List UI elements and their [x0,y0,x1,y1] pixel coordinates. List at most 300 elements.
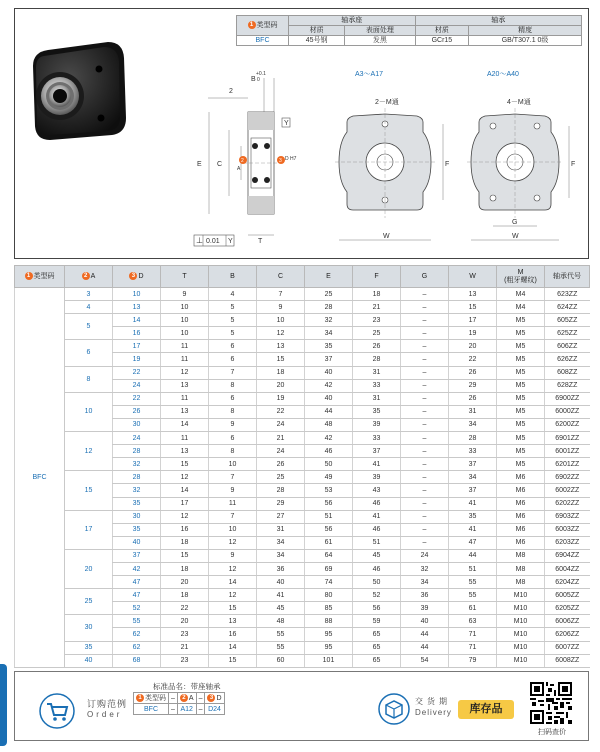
cell-c: 27 [257,510,305,523]
cell-f: 46 [353,523,401,536]
cell-a: 6 [65,340,113,366]
cell-f: 51 [353,536,401,549]
cell-d: 30 [113,418,161,431]
cell-e: 25 [305,288,353,301]
order-val-a: A12 [177,704,196,715]
cell-b: 15 [209,654,257,667]
cell-g: – [401,366,449,379]
cell-e: 40 [305,392,353,405]
cell-f: 52 [353,589,401,602]
drawing-badge-2: 2 [241,158,244,164]
cell-m: M10 [497,602,545,615]
cell-c: 24 [257,445,305,458]
cell-m: M5 [497,432,545,445]
cell-c: 9 [257,301,305,314]
cell-e: 64 [305,549,353,562]
cell-m: M4 [497,288,545,301]
product-photo [28,38,128,143]
cell-a: 4 [65,301,113,314]
cell-a: 5 [65,314,113,340]
delivery-title-en: Delivery [415,708,452,717]
cell-c: 45 [257,602,305,615]
cell-d: 37 [113,549,161,562]
cell-w: 31 [449,405,497,418]
col-g: G [401,266,449,288]
cell-t: 13 [161,405,209,418]
cell-t: 11 [161,392,209,405]
cell-g: – [401,314,449,327]
cell-g: – [401,418,449,431]
cell-t: 13 [161,445,209,458]
cell-w: 41 [449,497,497,510]
cell-m: M5 [497,418,545,431]
badge-1: 1 [248,21,256,29]
cell-m: M8 [497,576,545,589]
table-row [15,340,590,353]
cell-t: 10 [161,327,209,340]
table-row [15,641,590,654]
cell-f: 50 [353,576,401,589]
cell-t: 20 [161,615,209,628]
cell-g: – [401,340,449,353]
cell-e: 34 [305,327,353,340]
dim-f-label-1: F [445,161,450,168]
table-row [15,314,590,327]
cell-w: 79 [449,654,497,667]
col-e: E [305,266,353,288]
cell-w: 41 [449,523,497,536]
cell-g: – [401,497,449,510]
cell-bearing-code: 6204ZZ [545,576,590,589]
spec-bearing-header: 轴承 [415,16,581,26]
cell-bearing-code: 6001ZZ [545,445,590,458]
cell-e: 37 [305,353,353,366]
cell-b: 14 [209,576,257,589]
spec-bearing-precision-header: 精度 [469,26,582,36]
cell-f: 26 [353,340,401,353]
cell-w: 47 [449,536,497,549]
delivery-title: 交货期 [415,697,451,706]
table-row [15,615,590,628]
cell-e: 49 [305,471,353,484]
spec-seat-surface: 发黑 [345,36,415,46]
cell-a: 15 [65,471,113,510]
dim-w-label-2: W [512,233,519,240]
dim-c-label: C [217,161,223,168]
stock-badge: 库存品 [458,700,514,719]
cell-t: 16 [161,523,209,536]
cell-g: – [401,471,449,484]
cell-f: 31 [353,392,401,405]
cell-t: 10 [161,301,209,314]
cell-bearing-code: 6201ZZ [545,458,590,471]
cell-b: 16 [209,628,257,641]
table-row [15,471,590,484]
cell-d: 17 [113,340,161,353]
label-a3-a17: A3～A17 [355,71,384,78]
cell-b: 7 [209,366,257,379]
dim-e-label: E [197,161,202,168]
order-sep-3: – [169,704,178,715]
badge-3: 3 [207,694,215,702]
cell-a: 10 [65,392,113,431]
cell-w: 55 [449,589,497,602]
dim-y-label: Y [284,120,289,127]
cell-g: – [401,445,449,458]
side-section-view [194,71,297,246]
cell-t: 12 [161,471,209,484]
col-c: C [257,266,305,288]
cell-f: 39 [353,471,401,484]
cell-g: – [401,301,449,314]
cell-d: 40 [113,536,161,549]
cell-bearing-code: 625ZZ [545,327,590,340]
badge-2: 2 [82,272,90,280]
cell-d: 47 [113,589,161,602]
order-col-a: 2 A [177,693,196,704]
cell-e: 44 [305,405,353,418]
cell-m: M5 [497,405,545,418]
cell-g: – [401,432,449,445]
cell-f: 59 [353,615,401,628]
cell-e: 51 [305,510,353,523]
cell-e: 74 [305,576,353,589]
technical-drawings [185,60,585,258]
cell-m: M8 [497,562,545,575]
cell-m: M6 [497,523,545,536]
cell-bearing-code: 608ZZ [545,366,590,379]
cell-m: M4 [497,301,545,314]
cell-d: 30 [113,510,161,523]
cell-m: M5 [497,379,545,392]
order-sep-2: – [196,693,205,704]
cell-t: 18 [161,562,209,575]
cell-w: 37 [449,484,497,497]
cell-c: 25 [257,471,305,484]
cell-e: 56 [305,523,353,536]
cell-d: 24 [113,379,161,392]
cell-f: 31 [353,366,401,379]
cell-t: 13 [161,379,209,392]
cell-c: 20 [257,379,305,392]
cell-c: 34 [257,536,305,549]
cell-c: 55 [257,628,305,641]
cell-b: 5 [209,314,257,327]
cell-b: 6 [209,392,257,405]
cell-b: 9 [209,418,257,431]
flatness-value: 0.01 [206,238,220,245]
cell-bearing-code: 6203ZZ [545,536,590,549]
cell-b: 9 [209,484,257,497]
cell-a: 17 [65,510,113,549]
dim-dh7-label: D H7 [285,156,297,162]
cell-w: 22 [449,353,497,366]
cell-a: 25 [65,589,113,615]
cell-m: M10 [497,615,545,628]
cell-d: 32 [113,484,161,497]
cell-m: M5 [497,327,545,340]
order-sep-4: – [196,704,205,715]
cell-b: 12 [209,562,257,575]
cell-w: 55 [449,576,497,589]
cell-t: 20 [161,576,209,589]
cell-bearing-code: 605ZZ [545,314,590,327]
cell-a: 30 [65,615,113,641]
cell-e: 28 [305,301,353,314]
cell-m: M10 [497,654,545,667]
cell-a: 8 [65,366,113,392]
cell-d: 32 [113,458,161,471]
spec-bearing-material: GCr15 [415,36,469,46]
cell-t: 11 [161,353,209,366]
order-val-d: D24 [205,704,224,715]
cell-d: 19 [113,353,161,366]
cell-t: 17 [161,497,209,510]
table-body [15,288,590,668]
cell-e: 40 [305,366,353,379]
cell-bearing-code: 628ZZ [545,379,590,392]
cell-b: 11 [209,497,257,510]
cell-bearing-code: 6902ZZ [545,471,590,484]
qr-caption: 扫码查价 [538,729,566,736]
cell-b: 13 [209,615,257,628]
cell-d: 47 [113,576,161,589]
cell-f: 56 [353,602,401,615]
cell-e: 32 [305,314,353,327]
col-m: M (粗牙螺纹) [497,266,545,288]
cell-c: 28 [257,484,305,497]
cell-c: 26 [257,458,305,471]
cell-g: – [401,458,449,471]
spec-seat-material: 45号钢 [289,36,345,46]
cell-w: 63 [449,615,497,628]
cell-d: 62 [113,641,161,654]
cell-bearing-code: 606ZZ [545,340,590,353]
cell-g: – [401,392,449,405]
badge-2: 2 [180,694,188,702]
cell-f: 41 [353,458,401,471]
cell-d: 28 [113,471,161,484]
cell-d: 26 [113,405,161,418]
dim-b-tol-sup: +0.1 [256,71,266,77]
cell-c: 40 [257,576,305,589]
cell-d: 22 [113,366,161,379]
qr-code-icon[interactable] [530,682,572,724]
cell-b: 8 [209,445,257,458]
cell-g: 24 [401,549,449,562]
cell-f: 25 [353,327,401,340]
cell-e: 101 [305,654,353,667]
cell-c: 34 [257,549,305,562]
cell-b: 6 [209,340,257,353]
cell-m: M5 [497,353,545,366]
cell-f: 23 [353,314,401,327]
cell-bearing-code: 6007ZZ [545,641,590,654]
cell-w: 15 [449,301,497,314]
cell-b: 8 [209,379,257,392]
badge-1: 1 [136,694,144,702]
cell-b: 5 [209,327,257,340]
cell-f: 33 [353,379,401,392]
cell-e: 88 [305,615,353,628]
cell-f: 37 [353,445,401,458]
cell-m: M8 [497,549,545,562]
cell-w: 37 [449,458,497,471]
cell-f: 21 [353,301,401,314]
cell-f: 28 [353,353,401,366]
cell-b: 14 [209,641,257,654]
cell-m: M10 [497,589,545,602]
cell-b: 12 [209,536,257,549]
cell-m: M6 [497,510,545,523]
cell-d: 68 [113,654,161,667]
cell-t: 15 [161,458,209,471]
cell-bearing-code: 6004ZZ [545,562,590,575]
cell-m: M5 [497,314,545,327]
cell-bearing-code: 6000ZZ [545,405,590,418]
spec-seat-material-header: 材质 [289,26,345,36]
dim-g-label: G [512,219,518,226]
cell-c: 15 [257,353,305,366]
table-row [15,392,590,405]
cell-d: 35 [113,497,161,510]
dim-a-label: A [237,166,241,172]
spec-seat-surface-header: 表面处理 [345,26,415,36]
cell-g: – [401,288,449,301]
cell-d: 10 [113,288,161,301]
cell-bearing-code: 6006ZZ [545,615,590,628]
badge-1: 1 [25,272,33,280]
col-bearing-code: 轴承代号 [545,266,590,288]
table-row [15,432,590,445]
cell-e: 56 [305,497,353,510]
cell-b: 15 [209,602,257,615]
dim-b-label: B [251,76,256,83]
cell-w: 29 [449,379,497,392]
cell-b: 10 [209,523,257,536]
cell-w: 33 [449,445,497,458]
cell-g: – [401,510,449,523]
cell-t: 12 [161,366,209,379]
cell-w: 71 [449,628,497,641]
cell-t: 15 [161,549,209,562]
bottom-bar [14,671,589,741]
cell-bearing-code: 6900ZZ [545,392,590,405]
table-row [15,366,590,379]
cell-d: 62 [113,628,161,641]
cell-m: M6 [497,471,545,484]
cell-f: 41 [353,510,401,523]
table-row [15,288,590,301]
cell-c: 13 [257,340,305,353]
cell-a: 20 [65,549,113,588]
cell-c: 22 [257,405,305,418]
cell-c: 41 [257,589,305,602]
spec-bearing-precision: GB/T307.1 0级 [469,36,582,46]
cell-b: 8 [209,405,257,418]
cell-f: 45 [353,549,401,562]
spec-table [236,15,582,46]
cell-e: 61 [305,536,353,549]
cell-f: 35 [353,405,401,418]
cell-f: 65 [353,654,401,667]
hole-4m-label: 4－M通 [507,99,531,106]
cell-d: 52 [113,602,161,615]
col-d: 3 D [113,266,161,288]
cell-w: 34 [449,471,497,484]
spec-type-value: BFC [237,36,289,46]
type-code-cell: BFC [15,288,65,668]
cell-c: 24 [257,418,305,431]
cell-e: 53 [305,484,353,497]
cell-bearing-code: 626ZZ [545,353,590,366]
col-type: 1 类型码 [15,266,65,288]
label-a20-a40: A20～A40 [487,71,519,78]
dimension-table [14,265,590,668]
cell-b: 4 [209,288,257,301]
cell-w: 44 [449,549,497,562]
col-t: T [161,266,209,288]
cell-g: 44 [401,628,449,641]
order-col-type: 1 类型码 [134,693,169,704]
cell-e: 50 [305,458,353,471]
cell-t: 18 [161,589,209,602]
front-view-a20-a40 [467,71,575,240]
cell-bearing-code: 6202ZZ [545,497,590,510]
cell-w: 26 [449,392,497,405]
table-row [15,301,590,314]
cell-e: 80 [305,589,353,602]
cell-e: 35 [305,340,353,353]
cell-w: 51 [449,562,497,575]
cell-bearing-code: 6904ZZ [545,549,590,562]
cell-b: 6 [209,432,257,445]
cell-g: 34 [401,576,449,589]
order-example-table [133,692,225,715]
cell-g: 44 [401,641,449,654]
cell-d: 14 [113,314,161,327]
cell-b: 6 [209,353,257,366]
cell-bearing-code: 6002ZZ [545,484,590,497]
cell-w: 71 [449,641,497,654]
col-b: B [209,266,257,288]
order-title-en: Order [87,710,123,719]
front-view-a3-a17 [335,71,449,240]
cell-c: 12 [257,327,305,340]
cell-c: 60 [257,654,305,667]
cell-bearing-code: 6005ZZ [545,589,590,602]
table-row [15,589,590,602]
hole-2m-label: 2－M通 [375,99,399,106]
cell-g: 39 [401,602,449,615]
cell-e: 95 [305,628,353,641]
cell-t: 23 [161,654,209,667]
cell-w: 19 [449,327,497,340]
cell-w: 20 [449,340,497,353]
cell-d: 22 [113,392,161,405]
svg-text:⊥: ⊥ [196,236,203,245]
cell-b: 10 [209,458,257,471]
dim-2-label: 2 [229,88,233,95]
cell-w: 17 [449,314,497,327]
dim-f-label-2: F [571,161,576,168]
order-val-type: BFC [134,704,169,715]
cell-w: 61 [449,602,497,615]
cell-g: 36 [401,589,449,602]
cell-w: 13 [449,288,497,301]
cell-t: 21 [161,641,209,654]
cell-e: 95 [305,641,353,654]
